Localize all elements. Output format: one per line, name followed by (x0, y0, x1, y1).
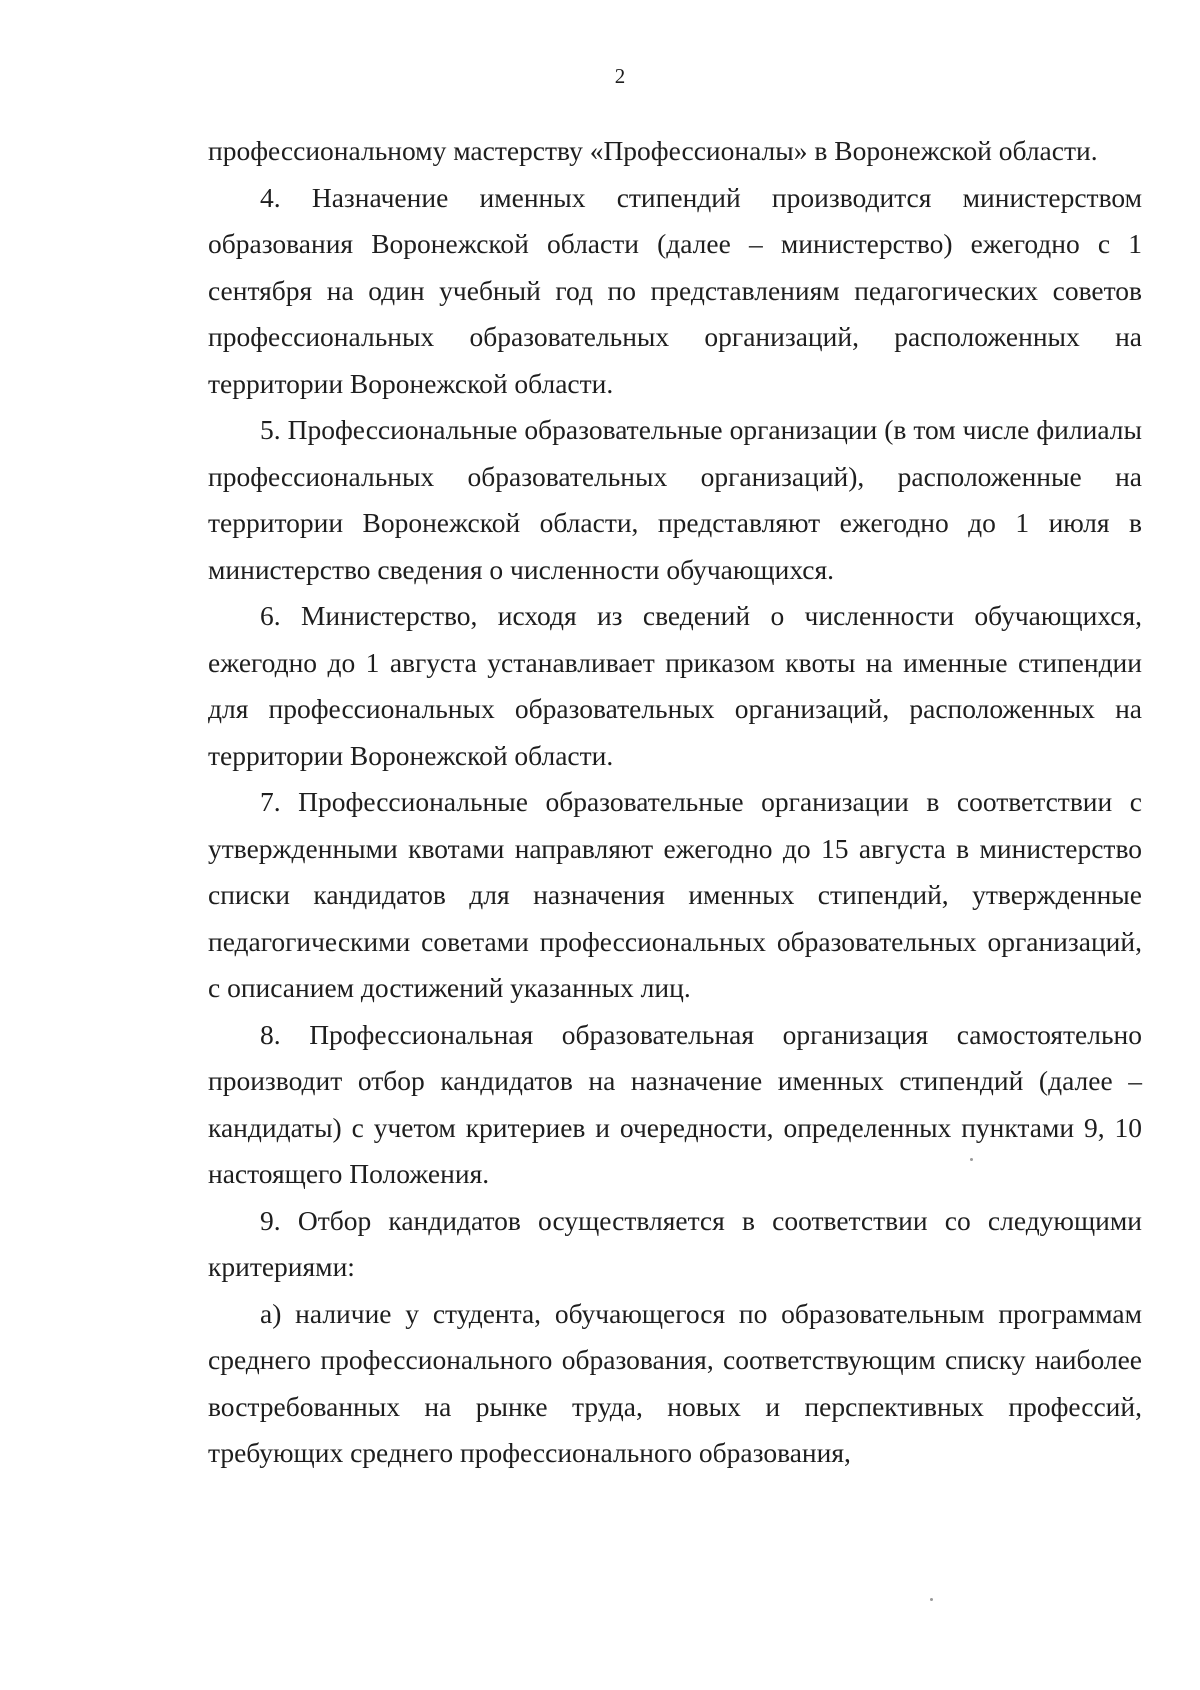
document-body (208, 128, 1142, 1477)
paragraph-continuation: профессиональному мастерству «Профессионалы» в Воронежской области. (208, 135, 1098, 166)
scan-speck (930, 1598, 933, 1601)
scan-speck (970, 1158, 973, 1161)
page-number: 2 (614, 64, 626, 88)
paragraph-item-8: 8. Профессиональная образовательная организация самостоятельно производит отбор кандидатов на назначение именных стипендий (далее – кандидаты) с учетом критериев и очередности, определенных пунктами 9, 10 настоящего Положения. (208, 1018, 1142, 1189)
paragraph-item-6: 6. Министерство, исходя из сведений о численности обучающихся, ежегодно до 1 августа устанавливает приказом квоты на именные стипендии для профессиональных образовательных организаций, расположенных на территории Воронежской области. (208, 600, 1142, 771)
paragraph-item-4: 4. Назначение именных стипендий производится министерством образования Воронежской области (далее – министерство) ежегодно с 1 сентября на один учебный год по представлениям педагогических советов профессиональных образовательных организаций, расположенных на территории Воронежской области. (208, 181, 1142, 399)
paragraph-item-9: 9. Отбор кандидатов осуществляется в соответствии со следующими критериями: (208, 1204, 1142, 1282)
paragraph-item-5: 5. Профессиональные образовательные организации (в том числе филиалы профессиональных образовательных организаций), расположенные на территории Воронежской области, представляют ежегодно до 1 июля в министерство сведения о численности обучающихся. (208, 414, 1142, 585)
paragraph-item-9a: а) наличие у студента, обучающегося по образовательным программам среднего профессионального образования, соответствующим списку наиболее востребованных на рынке труда, новых и перспективных профессий, требующих среднего профессионального образования, (208, 1297, 1142, 1468)
paragraph-item-7: 7. Профессиональные образовательные организации в соответствии с утвержденными квотами направляют ежегодно до 15 августа в министерство списки кандидатов для назначения именных стипендий, утвержденные педагогическими советами профессиональных образовательных организаций, с описанием достижений указанных лиц. (208, 786, 1142, 1003)
